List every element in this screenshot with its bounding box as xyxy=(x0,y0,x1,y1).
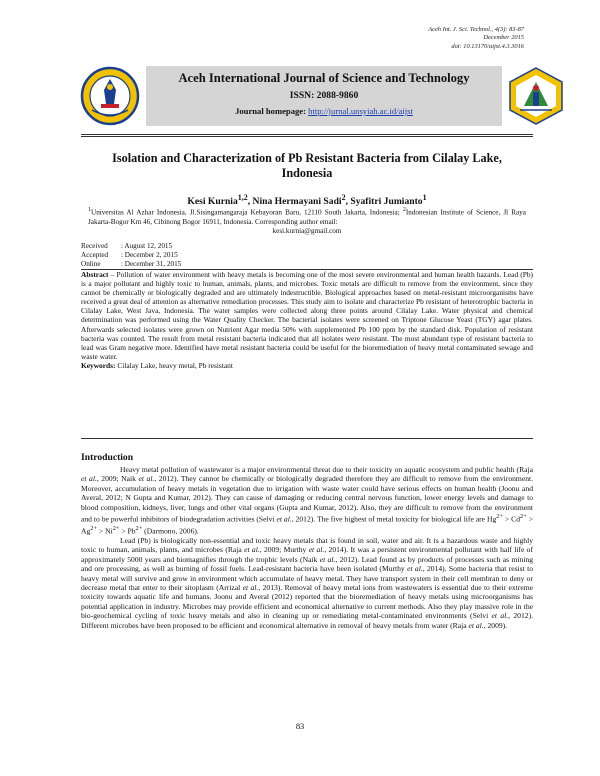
abstract-rule-bottom xyxy=(81,438,533,439)
citation-doi: doi: 10.13170/aijst.4.3.3016 xyxy=(451,42,524,50)
header-rule-bottom xyxy=(81,136,533,137)
author-name: Kesi Kurnia xyxy=(187,196,238,208)
citation-block xyxy=(324,26,524,51)
corresponding-email[interactable]: kesi.kurnia@gmail.com xyxy=(272,226,342,235)
abstract-block xyxy=(81,270,533,370)
paragraph: Heavy metal pollution of wastewater is a major environmental threat due to their toxicity on aquatic ecosystem and public health (Raja et al., 2009; Naik et al., 2012). They cannot be chemically or biologically degraded therefore they are difficult to remove from the environment. Moreover, accumulation of heavy metals in vegetation due to irrigation with waste water could have serious effects on human health (Joonu and Averal, 2012; N Gupta and Kumar, 2012). They can cause of damaging or reducing central nervous function, lower energy levels and damage to blood composition, kidneys, liver, lungs and other vital organs (Gupta and Kumar, 2012). Also, they are difficult to remove from the environment and to be powerful inhibitors of biodegradation activities (Selvi et al., 2012). The five highest of metal toxicity for biological life are $Hg^{2+} > Cd^{2+} > Ag^{2+} > Ni^{2+} > Pb^{2+}$ (Darmono, 2006). xyxy=(81,465,533,536)
homepage-label: Journal homepage: xyxy=(235,106,306,116)
affiliations: $^1$Universitas Al Azhar Indonesia, Jl.Sisingamangaraja Kebayoran Baru, 12110 South Jakarta, Indonesia; $^2$Indonesian Institute of Science, Jl Raya Jakarta-Bogor Km 46, Cibinong Bogor 16911, Indonesia. Corresponding author email: kesi.kurnia@gmail.com xyxy=(88,207,526,235)
abstract-text: Abstract – Pollution of water environment with heavy metals is becoming one of the most severe environmental and human health hazards. Lead (Pb) is a major pollutant and highly toxic to human, animals, plants, and microbes. Toxic metals are difficult to remove from the environment, since they cannot be chemically or biologically degraded and are ultimately indestructible. Biological approaches based on metal-resistant microorganisms have received a great deal of attention as alternative remediation processes. This study aim to isolate and characterize Pb resistant of heterotrophic bacteria in Cilalay Lake, West Java, Indonesia. The water samples were collected along three points around Cilalay Lake. Water physical and chemical determination was performed using the Water Quality Checker. The bacterial isolates were screened on Triptone Glucose Yeast (TGY) agar plates. Afterwards selected isolates were grown on Nutrient Agar media 50% with supplemented Pb 100 ppm by the standard disk. Population of resistant bacteria was counted. The result from metal resistant bacteria indicated that all isolates were resistant. The most abundant type of resistant bacteria to lead was Gram negative more. Identified have metal resistant bacteria could be useful for the bioremediation of heavy metal contaminated sewage and waste water. xyxy=(81,270,534,361)
journal-masthead xyxy=(146,66,502,126)
journal-name: Aceh International Journal of Science and Technology xyxy=(178,71,470,85)
author-list: Kesi Kurnia$^{1,2}$, Nina Hermayani Sadi$^2$, Syafitri Jumianto$^1$ xyxy=(187,193,427,208)
article-dates xyxy=(81,242,281,268)
author-name: Syafitri Jumianto xyxy=(350,196,423,208)
introduction-body xyxy=(81,465,533,630)
section-heading-introduction: Introduction xyxy=(81,452,134,463)
received-date: Received : August 12, 2015 xyxy=(81,242,173,250)
accepted-date: Accepted : December 2, 2015 xyxy=(81,250,178,259)
university-seal-icon xyxy=(80,66,140,126)
paragraph: Lead (Pb) is biologically non-essential and toxic heavy metals that is found in soil, water and air. It is a hazardous waste and highly toxic to human, animals, plants, and microbes (Raja et al., 2009; Murthy et al., 2014). It was a persistent environmental pollutant with half life of approximately 5000 years and biomagnifies through the trophic levels (Naik et al., 2012). Lead found as by products of processes such as mining and ore processing, as well as burning of fossil fuels. Lead-resistant bacteria have been isolated (Murthy et al., 2014). Some bacteria that resist to heavy metal will survive and grow in environment which accumulate of heavy metal. They have transport system in their cell membran to deny or decrease metal that enter to their sitoplasm (Arrizal et al., 2013). Removal of heavy metal ions from wastewaters is essential due to their extreme toxicity towards aquatic life and humans. Joonu and Averal (2012) reported that the bioremediation of heavy metals using microorganisms has potential application in industry. Microbes may provide efficient and economical alternative to current methods. Also they play massive role in the bio-geochemical cycling of toxic heavy metals and also in cleaning up or remediating metal-contaminated environments (Selvi et al., 2012). Different microbes have been proposed to be efficient and economical alternative in removal of heavy metals from water (Raja et al., 2009). xyxy=(81,535,534,630)
keywords: Keywords: Cilalay Lake, heavy metal, Pb resistant xyxy=(81,360,233,370)
article-title: Isolation and Characterization of Pb Resistant Bacteria from Cilalay Lake, Indonesia xyxy=(112,151,502,180)
author-name: Nina Hermayani Sadi xyxy=(252,196,342,208)
journal-issn: ISSN: 2088-9860 xyxy=(289,90,359,101)
homepage-link[interactable]: http://jurnal.unsyiah.ac.id/aijst xyxy=(308,106,413,116)
online-date: Online : December 31, 2015 xyxy=(81,259,182,268)
journal-homepage xyxy=(146,105,502,117)
header-rule-top xyxy=(81,134,533,135)
university-emblem-icon xyxy=(506,66,566,126)
citation-volume: Aceh Int. J. Sci. Technol., 4(3): 83-87 xyxy=(428,26,524,33)
citation-date: December 2015 xyxy=(483,34,524,42)
page-number: 83 xyxy=(295,722,305,731)
